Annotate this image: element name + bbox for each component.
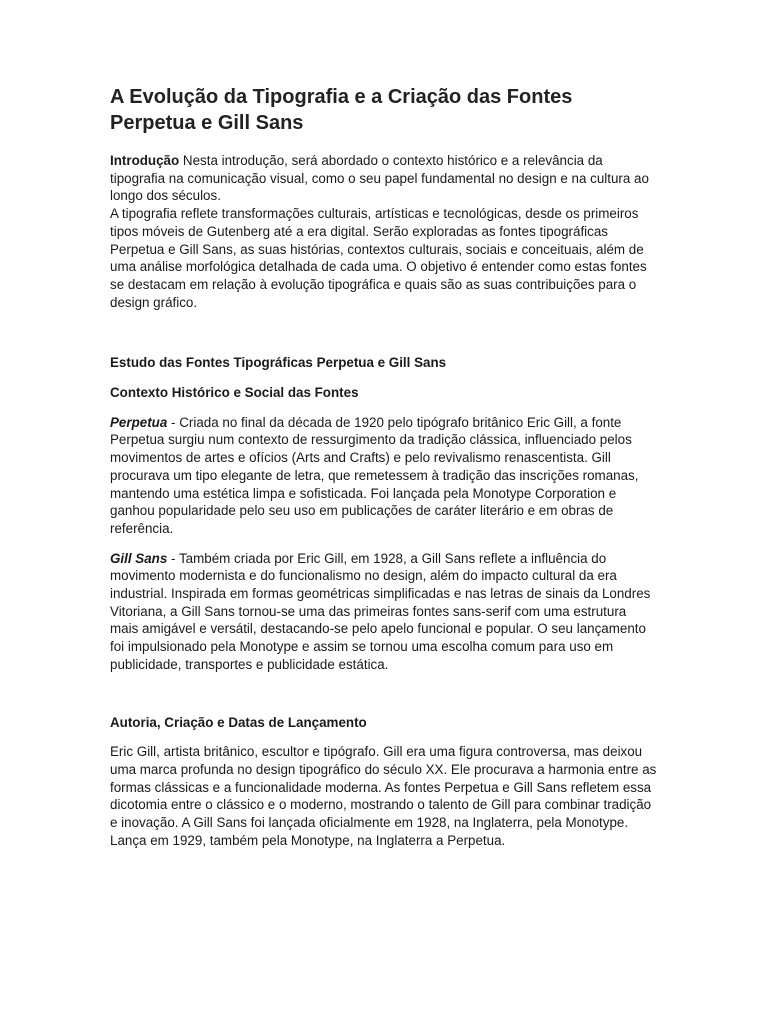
- gillsans-lead: Gill Sans: [110, 550, 168, 566]
- perpetua-text: - Criada no final da década de 1920 pelo tipógrafo britânico Eric Gill, a fonte Perpetua surgiu num contexto de ressurgimento da tradição clássica, influenciado pelos movimentos de artes e ofícios (Arts and Crafts) e pelo revivalismo renascentista. Gill procurava um tipo elegante de letra, que remetessem à tradição das inscrições romanas, mantendo uma estética limpa e sofisticada. Foi lançada pela Monotype Corporation e ganhou popularidade pelo seu uso em publicações de caráter literário e em obras de referência.: [110, 414, 639, 536]
- section-heading-study: Estudo das Fontes Tipográficas Perpetua e Gill Sans: [110, 355, 447, 371]
- perpetua-lead: Perpetua: [110, 414, 168, 430]
- gillsans-paragraph: [110, 550, 658, 674]
- intro-lead: Introdução: [110, 153, 180, 168]
- section-heading-context: Contexto Histórico e Social das Fontes: [110, 385, 359, 401]
- authorship-paragraph: Eric Gill, artista britânico, escultor e tipógrafo. Gill era uma figura controversa, mas deixou uma marca profunda no design tipográfico do século XX. Ele procurava a harmonia entre as formas clássicas e a funcionalidade moderna. As fontes Perpetua e Gill Sans refletem essa dicotomia entre o clássico e o moderno, mostrando o talento de Gill para combinar tradição e inovação. A Gill Sans foi lançada oficialmente em 1928, na Inglaterra, pela Monotype. Lança em 1929, também pela Monotype, na Inglaterra a Perpetua.: [110, 744, 657, 848]
- intro-paragraph-2: A tipografia reflete transformações culturais, artísticas e tecnológicas, desde os primeiros tipos móveis de Gutenberg até a era digital. Serão exploradas as fontes tipográficas Perpetua e Gill Sans, as suas histórias, contextos culturais, sociais e conceituais, além de uma análise morfológica detalhada de cada uma. O objetivo é entender como estas fontes se destacam em relação à evolução tipográfica e quais são as suas contribuições para o design gráfico.: [110, 206, 647, 310]
- intro-paragraph: [110, 152, 658, 205]
- document-page: [110, 84, 658, 850]
- gillsans-text: - Também criada por Eric Gill, em 1928, a Gill Sans reflete a influência do movimento modernista e do funcionalismo no design, além do impacto cultural da era industrial. Inspirada em formas geométricas simplificadas e nas letras de sinais da Londres Vitoriana, a Gill Sans tornou-se uma das primeiras fontes sans-serif com uma estrutura mais amigável e versátil, destacando-se pelo apelo funcional e popular. O seu lançamento foi impulsionado pela Monotype e assim se tornou uma escolha comum para uso em publicidade, transportes e publicidade estática.: [110, 550, 651, 672]
- document-title: A Evolução da Tipografia e a Criação das Fontes Perpetua e Gill Sans: [110, 86, 573, 134]
- perpetua-paragraph: [110, 414, 658, 538]
- section-heading-authorship: Autoria, Criação e Datas de Lançamento: [110, 714, 367, 730]
- intro-text: Nesta introdução, será abordado o contexto histórico e a relevância da tipografia na comunicação visual, como o seu papel fundamental no design e na cultura ao longo dos séculos.: [110, 153, 649, 204]
